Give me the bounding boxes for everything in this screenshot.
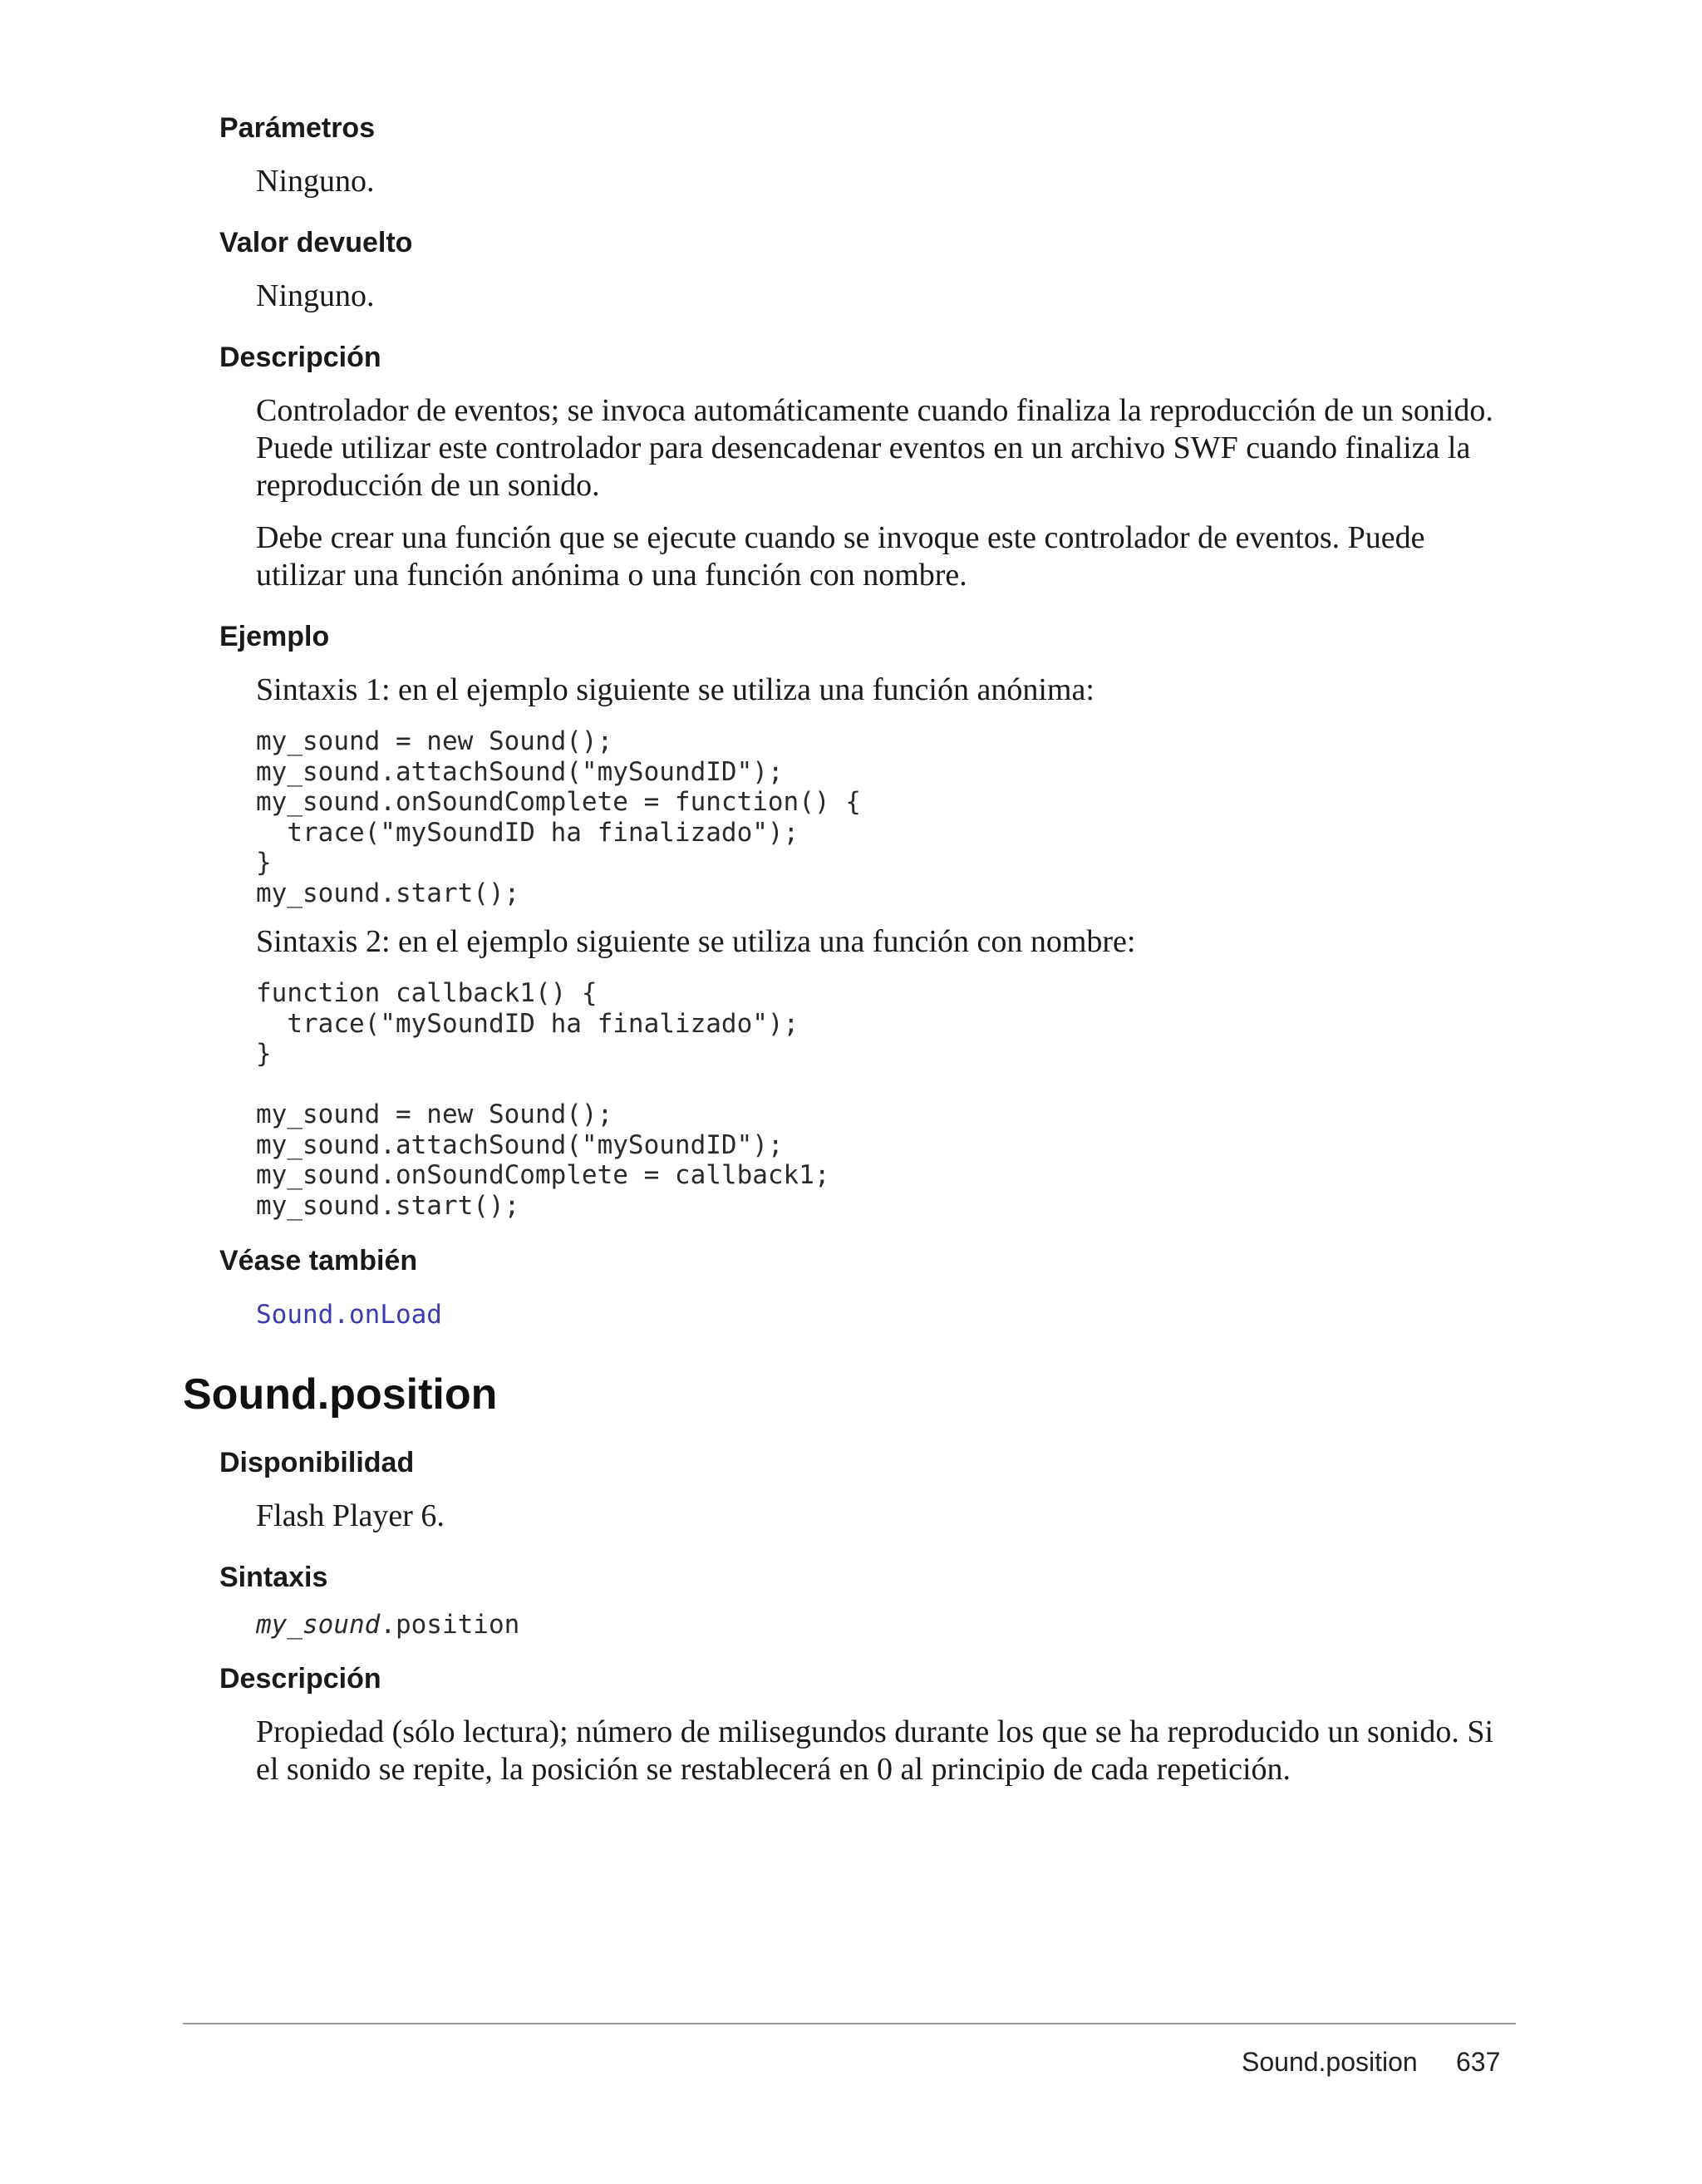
disponibilidad-heading: Disponibilidad (219, 1447, 415, 1478)
code-line: trace("mySoundID ha finalizado"); (256, 817, 799, 848)
footer-divider (183, 2023, 1516, 2024)
valor-devuelto-heading: Valor devuelto (219, 227, 413, 258)
code-line: my_sound.attachSound("mySoundID"); (256, 1129, 784, 1160)
descripcion-paragraph-2: Debe crear una función que se ejecute cuando se invoque este controlador de eventos. Puede utilizar una función anónima o una función con nombre. (256, 520, 1425, 593)
code-line: my_sound = new Sound(); (256, 726, 613, 756)
code-line: my_sound.attachSound("mySoundID"); (256, 756, 784, 787)
vease-tambien-heading: Véase también (219, 1245, 418, 1276)
valor-devuelto-paragraph: Ninguno. (256, 278, 375, 313)
sintaxis-object: my_sound (256, 1610, 381, 1640)
sintaxis-2-paragraph: Sintaxis 2: en el ejemplo siguiente se utiliza una función con nombre: (256, 924, 1136, 959)
code-line (256, 1070, 830, 1100)
code-line: } (256, 1039, 272, 1069)
parametros-paragraph: Ninguno. (256, 164, 375, 199)
descripcion-heading-2: Descripción (219, 1663, 381, 1695)
code-line: my_sound.start(); (256, 1190, 520, 1221)
sintaxis-2-text (256, 923, 1503, 961)
code-line: my_sound.onSoundComplete = function() { (256, 787, 861, 817)
code-line: function callback1() { (256, 978, 598, 1008)
code-line: my_sound = new Sound(); (256, 1099, 613, 1129)
descripcion-text-2 (256, 519, 1503, 594)
sintaxis-code (256, 1609, 519, 1640)
sintaxis-heading: Sintaxis (219, 1562, 328, 1593)
footer-title: Sound.position (1242, 2047, 1418, 2077)
ejemplo-heading: Ejemplo (219, 621, 330, 652)
page-number: 637 (1456, 2047, 1501, 2077)
section-descripcion-paragraph: Propiedad (sólo lectura); número de milisegundos durante los que se ha reproducido un sonido. Si el sonido se repite, la posición se restablecerá en 0 al principio de cada repetición. (256, 1714, 1494, 1787)
code-line: trace("mySoundID ha finalizado"); (256, 1008, 799, 1039)
sintaxis-property: .position (380, 1610, 520, 1640)
sintaxis-1-text (256, 671, 1503, 709)
code-line: my_sound.onSoundComplete = callback1; (256, 1160, 830, 1190)
code-line: my_sound.start(); (256, 878, 520, 908)
parametros-heading: Parámetros (219, 112, 376, 144)
sintaxis-1-paragraph: Sintaxis 1: en el ejemplo siguiente se utiliza una función anónima: (256, 672, 1094, 707)
descripcion-heading: Descripción (219, 342, 381, 373)
sound-onload-link[interactable]: Sound.onLoad (256, 1300, 442, 1330)
disponibilidad-paragraph: Flash Player 6. (256, 1498, 445, 1533)
code-block-1 (256, 726, 861, 908)
code-line: } (256, 848, 272, 878)
parametros-text (256, 163, 1503, 200)
valor-devuelto-text (256, 278, 1503, 315)
section-descripcion-text (256, 1714, 1503, 1788)
descripcion-paragraph-1: Controlador de eventos; se invoca automáticamente cuando finaliza la reproducción de un sonido. Puede utilizar este controlador para desencadenar eventos en un archivo SWF cuando finaliza la reproducción de un sonido. (256, 393, 1493, 503)
disponibilidad-text (256, 1498, 1503, 1535)
code-block-2 (256, 978, 830, 1221)
section-title: Sound.position (183, 1370, 498, 1419)
descripcion-text (256, 392, 1503, 504)
